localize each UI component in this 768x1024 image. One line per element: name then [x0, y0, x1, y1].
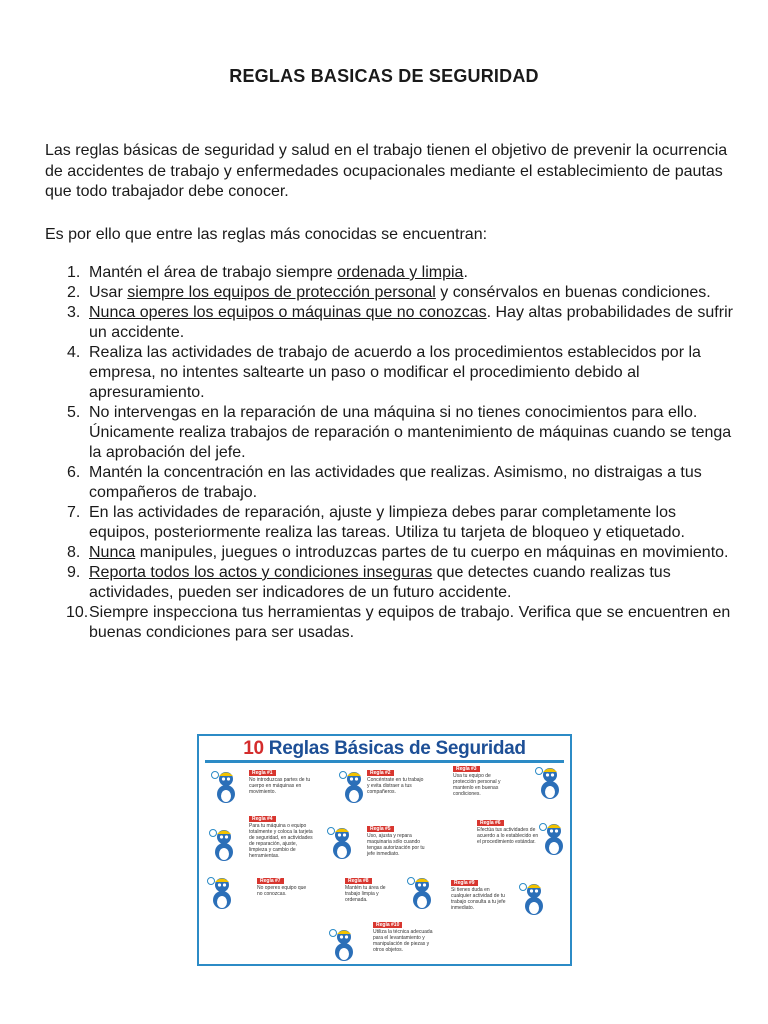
rule-item-3: [45, 303, 735, 343]
worker-figure-icon: [535, 766, 565, 800]
rule-number: 4.: [67, 344, 81, 361]
rule-item-5: [45, 403, 735, 463]
rule-text: Usar siempre los equipos de protección personal y consérvalos en buenas condiciones.: [89, 284, 711, 301]
rule-text: Mantén la concentración en las actividades que realizas. Asimismo, no distraigas a tus compañeros de trabajo.: [89, 464, 702, 501]
rule-emphasis: Reporta todos los actos y condiciones inseguras: [89, 564, 433, 581]
rule-card-6: [477, 820, 539, 845]
rule-item-8: [45, 543, 735, 563]
rule-card-tag: Regla #7: [257, 878, 284, 884]
rule-text: Nunca manipules, juegues o introduzcas partes de tu cuerpo en máquinas en movimiento.: [89, 544, 729, 561]
rule-card-5: [367, 826, 433, 857]
infographic-divider: [205, 760, 564, 763]
rule-text: Mantén el área de trabajo siempre ordenada y limpia.: [89, 264, 468, 281]
rule-item-2: [45, 283, 735, 303]
rule-card-4: [249, 816, 315, 859]
rule-card-text: Para tu máquina o equipo totalmente y coloca la tarjeta de seguridad, en actividades de reparación, ajuste, limpieza y cambio de herramientas.: [249, 823, 313, 859]
intro-paragraph: Las reglas básicas de seguridad y salud en el trabajo tienen el objetivo de prevenir la ocurrencia de accidentes de trabajo y enfermedades ocupacionales mediante el establecimiento de pautas que todo trabajador debe conocer.: [45, 142, 728, 200]
rule-card-9: [451, 880, 509, 911]
rule-card-7: [257, 878, 313, 897]
rule-number: 8.: [67, 544, 81, 561]
rule-number: 9.: [67, 564, 81, 581]
rule-number: 1.: [67, 264, 81, 281]
rule-number: 3.: [67, 304, 81, 321]
rule-card-text: Uso, ajusta y repara maquinaria sólo cuando tengas autorización por tu jefe inmediato.: [367, 833, 425, 857]
rule-card-2: [367, 770, 425, 795]
rule-emphasis: Nunca: [89, 544, 136, 561]
rule-card-tag: Regla #2: [367, 770, 394, 776]
rule-card-tag: Regla #1: [249, 770, 276, 776]
rule-item-7: [45, 503, 735, 543]
rule-card-text: No operes equipo que no conozcas.: [257, 885, 307, 897]
rule-card-text: Concéntrate en tu trabajo y evita distraer a tus compañeros.: [367, 777, 424, 795]
worker-figure-icon: [407, 876, 437, 910]
rule-number: 10.: [66, 604, 89, 621]
rule-card-tag: Regla #5: [367, 826, 394, 832]
rule-item-6: [45, 463, 735, 503]
rule-text: Siempre inspecciona tus herramientas y equipos de trabajo. Verifica que se encuentren en buenas condiciones para ser usadas.: [89, 604, 731, 641]
rule-emphasis: siempre los equipos de protección personal: [127, 284, 436, 301]
rule-card-8: [345, 878, 397, 903]
worker-figure-icon: [539, 822, 569, 856]
rule-card-text: Mantén tu área de trabajo limpia y ordenada.: [345, 885, 386, 903]
rule-card-text: Si tienes duda en cualquier actividad de tu trabajo consulta a tu jefe inmediato.: [451, 887, 506, 911]
rule-card-tag: Regla #3: [453, 766, 480, 772]
rule-item-9: [45, 563, 735, 603]
rule-card-tag: Regla #4: [249, 816, 276, 822]
rule-text: En las actividades de reparación, ajuste y limpieza debes parar completamente los equipos, posteriormente realiza las tareas. Utiliza tu tarjeta de bloqueo y etiquetado.: [89, 504, 685, 541]
rule-emphasis: Nunca operes los equipos o máquinas que no conozcas: [89, 304, 487, 321]
rule-number: 6.: [67, 464, 81, 481]
rule-card-tag: Regla #10: [373, 922, 402, 928]
rule-item-1: [45, 263, 735, 283]
worker-figure-icon: [211, 770, 241, 804]
rule-card-text: Utiliza la técnica adecuada para el levantamiento y manipulación de piezas y otros objetos.: [373, 929, 433, 953]
rules-list: [45, 263, 735, 643]
rule-item-4: [45, 343, 735, 403]
rule-card-tag: Regla #8: [345, 878, 372, 884]
worker-figure-icon: [327, 826, 357, 860]
rule-card-1: [249, 770, 311, 795]
rule-card-3: [453, 766, 515, 797]
rule-card-text: Usa tu equipo de protección personal y mantenlo en buenas condiciones.: [453, 773, 501, 797]
worker-figure-icon: [207, 876, 237, 910]
rule-text: Nunca operes los equipos o máquinas que no conozcas. Hay altas probabilidades de sufrir un accidente.: [89, 304, 733, 341]
rule-card-tag: Regla #6: [477, 820, 504, 826]
worker-figure-icon: [329, 928, 359, 962]
rule-emphasis: ordenada y limpia: [337, 264, 464, 281]
rule-number: 2.: [67, 284, 81, 301]
rule-item-10: [45, 603, 735, 643]
rule-text: Realiza las actividades de trabajo de acuerdo a los procedimientos establecidos por la empresa, no intentes saltearte un paso o modificar el procedimiento debido al apresuramiento.: [89, 344, 701, 401]
rule-text: No intervengas en la reparación de una máquina si no tienes conocimientos para ello. Únicamente realiza trabajos de reparación o mantenimiento de máquinas cuando se tenga la aprobación del jefe.: [89, 404, 732, 461]
rule-number: 5.: [67, 404, 81, 421]
rule-card-text: Efectúa tus actividades de acuerdo a lo establecido en el procedimiento estándar.: [477, 827, 539, 845]
rule-number: 7.: [67, 504, 81, 521]
rule-text: Reporta todos los actos y condiciones inseguras que detectes cuando realizas tus actividades, pueden ser indicadores de un futuro accidente.: [89, 564, 671, 601]
worker-figure-icon: [519, 882, 549, 916]
infographic-title: 10 Reglas Básicas de Seguridad: [243, 738, 526, 759]
safety-infographic: [197, 734, 572, 966]
page-title: REGLAS BASICAS DE SEGURIDAD: [229, 66, 539, 86]
worker-figure-icon: [209, 828, 239, 862]
lead-paragraph: Es por ello que entre las reglas más conocidas se encuentran:: [45, 226, 488, 243]
rule-card-text: No introduzcas partes de tu cuerpo en máquinas en movimiento.: [249, 777, 311, 795]
worker-figure-icon: [339, 770, 369, 804]
rule-card-tag: Regla #9: [451, 880, 478, 886]
rule-card-10: [373, 922, 433, 953]
